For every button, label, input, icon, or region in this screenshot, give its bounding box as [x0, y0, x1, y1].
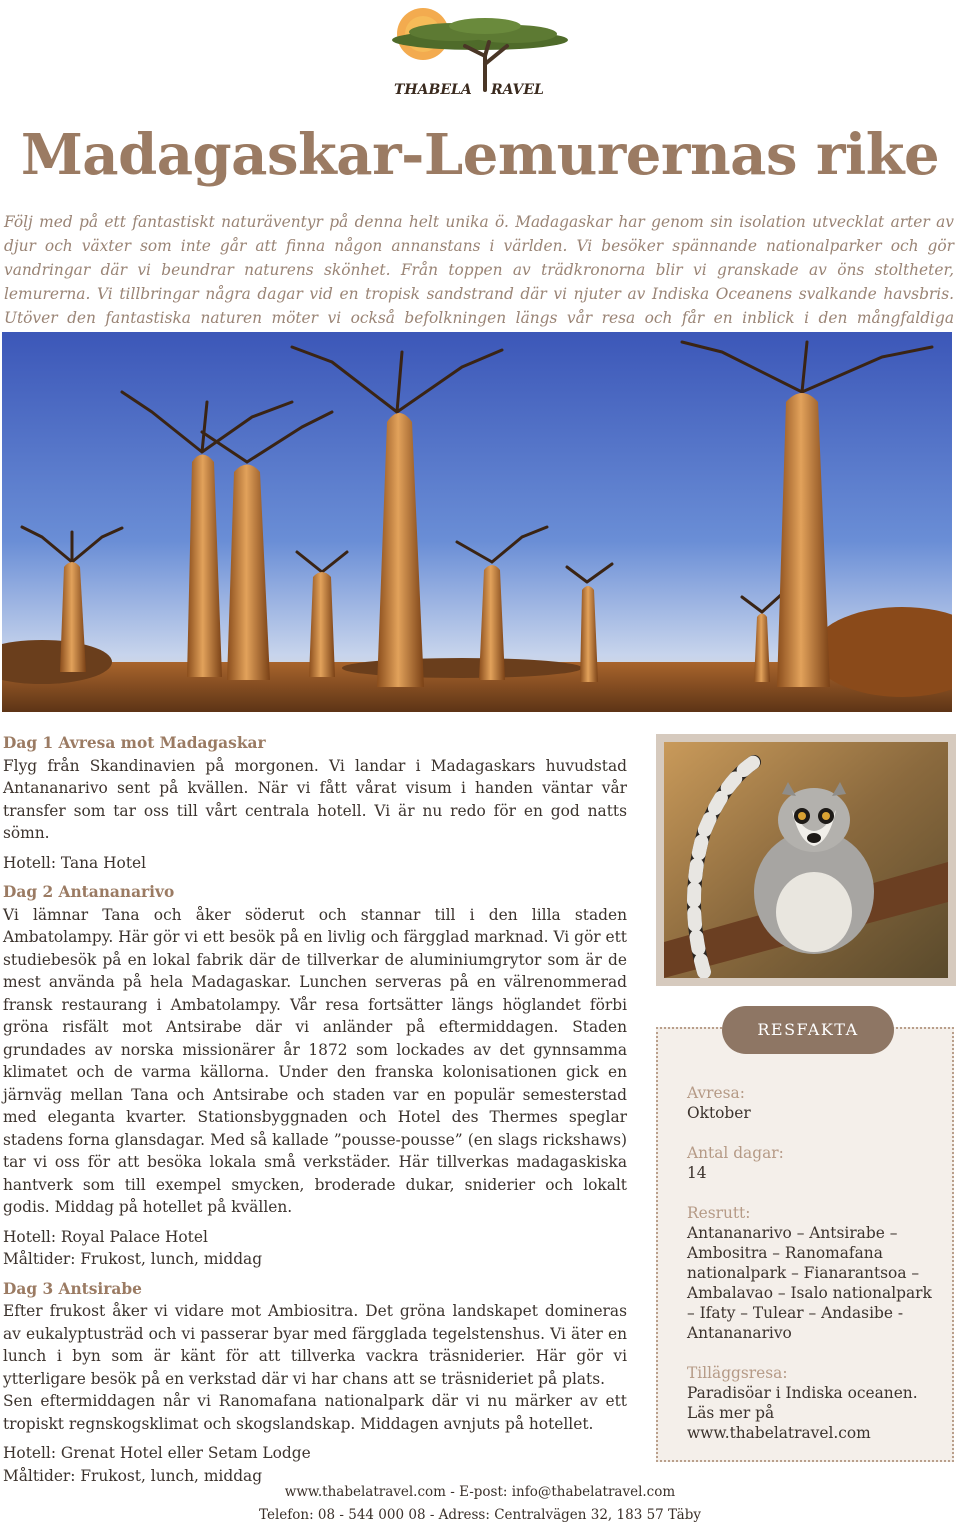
day-title: Dag 1 Avresa mot Madagaskar	[3, 734, 266, 752]
facts-value-days: 14	[687, 1164, 707, 1182]
brand-name-left: THABELA	[394, 82, 472, 98]
facts-heading: RESFAKTA	[722, 1006, 894, 1054]
facts-label-route: Resrutt:	[687, 1204, 751, 1222]
day-1	[3, 732, 627, 874]
brand-name-right: RAVEL	[491, 82, 544, 98]
day-text: Efter frukost åker vi vidare mot Ambiositra. Det gröna landskapet domineras av eukalyptusträd och vi passerar byar med färgglada tegelstenshus. Vi äter en lunch i byn som är känt för att tillverka vackra träsniderier. Här gör vi ytterligare besök på en verkstad där vi har chans att se träsnideriet på plats.	[3, 1302, 627, 1388]
day-hotel: Hotell: Tana Hotel	[3, 853, 147, 872]
facts-value-route: Antananarivo – Antsirabe – Ambositra – Ranomafana nationalpark – Fianarantsoa – Ambalavao – Isalo nationalpark – Ifaty – Tulear – Andasibe - Antananarivo	[687, 1224, 932, 1342]
day-3	[3, 1278, 627, 1488]
facts-value-extra: Paradisöar i Indiska oceanen. Läs mer på www.thabelatravel.com	[687, 1384, 918, 1442]
day-text-2: Sen eftermiddagen når vi Ranomafana nationalpark där vi nu märker av ett tropiskt regnskogsklimat och skogslandskap. Middagen avnjuts på hotellet.	[3, 1392, 627, 1433]
brand-logo	[385, 4, 575, 100]
page-title: Madagaskar-Lemurernas rike	[20, 122, 940, 188]
footer-contact-web: www.thabelatravel.com - E-post: info@thabelatravel.com	[284, 1484, 676, 1500]
footer-contact-address: Telefon: 08 - 544 000 08 - Adress: Centralvägen 32, 183 57 Täby	[259, 1507, 701, 1523]
day-text: Flyg från Skandinavien på morgonen. Vi landar i Madagaskars huvudstad Antananarivo sent på kvällen. När vi fått vårat visum i handen väntar vår transfer som tar oss till vårt centrala hotell. Vi är nu redo för en god natts sömn.	[3, 756, 627, 842]
facts-value-departure: Oktober	[687, 1104, 751, 1122]
lemur-photo	[656, 734, 956, 986]
facts-label-extra: Tilläggsresa:	[687, 1364, 788, 1382]
itinerary	[3, 732, 627, 1491]
day-hotel: Hotell: Royal Palace Hotel	[3, 1227, 208, 1246]
day-meals: Måltider: Frukost, lunch, middag	[3, 1250, 263, 1268]
day-text: Vi lämnar Tana och åker söderut och stannar till i den lilla staden Ambatolampy. Här gör vi ett besök på en livlig och färgglad marknad. Vi gör ett studiebesök på en lokal fabrik där de tillverkar de aluminiumgrytor som är de mest använda på hela Madagaskar. Lunchen serveras på en välrenommerad fransk restaurang i Ambatolampy. Vår resa fortsätter längs höglandet förbi gröna risfält mot Antsirabe där vi anländer på eftermiddagen. Staden grundades av norska missionärer år 1872 som lockades av det gynnsamma klimatet och de varma källorna. Under den franska kolonisationen gick en järnväg mellan Tana och Antsirabe och staden var en populär semesterstad med eleganta kvarter. Stationsbyggnaden och Hotel des Thermes speglar stadens forna glansdagar. Med så kallade ”pousse-pousse” (en slags rickshaws) tar vi oss för att besöka lokala små verkstäder. Här tillverkas madagaskiska hantverk som till exempel smycken, broderade dukar, sniderier och lokalt godis. Middag på hotellet på kvällen.	[3, 905, 627, 1216]
facts-label-days: Antal dagar:	[687, 1144, 784, 1162]
day-hotel: Hotell: Grenat Hotel eller Setam Lodge	[3, 1444, 311, 1462]
day-2	[3, 881, 627, 1271]
day-title: Dag 3 Antsirabe	[3, 1279, 142, 1298]
day-meals: Måltider: Frukost, lunch, middag	[3, 1466, 263, 1485]
facts-list	[687, 1083, 937, 1443]
intro-paragraph: Följ med på ett fantastiskt naturäventyr på denna helt unika ö. Madagaskar har genom sin isolation utvecklat arter av djur och växter som inte går att finna någon annanstans i världen. Vi besöker spännande nationalparker och gör vandringar där vi beundrar naturens skönhet. Från toppen av trädkronorna blir vi granskade av öns stoltheter, lemurerna. Vi tillbringar några dagar vid en tropisk sandstrand där vi njuter av Indiska Oceanens svalkande havsbris. Utöver den fantastiska naturen möter vi också befolkningen längs vår resa och får en inblick i den mångfaldiga	[4, 213, 954, 327]
hero-baobab-image	[2, 332, 952, 712]
facts-label-departure: Avresa:	[687, 1084, 745, 1102]
day-title: Dag 2 Antananarivo	[3, 883, 175, 901]
